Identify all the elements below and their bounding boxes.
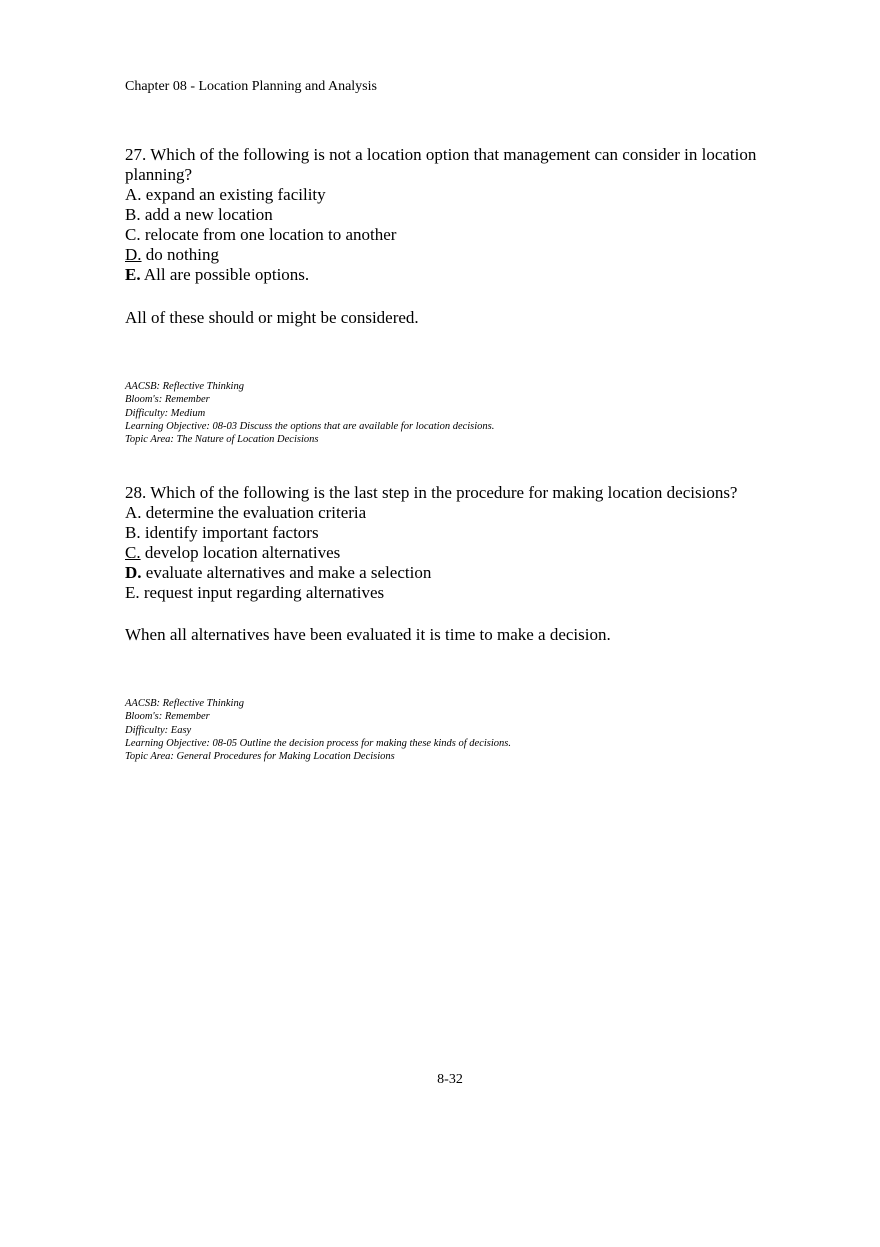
- option-letter: B.: [125, 523, 141, 542]
- chapter-header: Chapter 08 - Location Planning and Analysis: [125, 79, 377, 94]
- option-text: identify important factors: [140, 523, 319, 542]
- meta-topic: Topic Area: General Procedures for Making Location Decisions: [125, 751, 395, 763]
- question-28: [125, 483, 785, 603]
- option-letter: C.: [125, 543, 141, 562]
- meta-objective: Learning Objective: 08-03 Discuss the options that are available for location decisions.: [125, 420, 495, 432]
- option-letter: A.: [125, 503, 142, 522]
- explanation-28: When all alternatives have been evaluated it is time to make a decision.: [125, 625, 611, 644]
- explanation-27: All of these should or might be considered.: [125, 308, 419, 327]
- option-d-correct: [125, 563, 785, 583]
- option-c: [125, 543, 785, 563]
- option-text: develop location alternatives: [140, 543, 341, 562]
- meta-topic: Topic Area: The Nature of Location Decisions: [125, 434, 319, 446]
- option-a: [125, 185, 785, 205]
- question-text: 28. Which of the following is the last step in the procedure for making location decisions?: [125, 483, 738, 502]
- option-c: [125, 225, 785, 245]
- option-e-correct: [125, 265, 785, 285]
- option-b: [125, 523, 785, 543]
- option-letter: E.: [125, 583, 140, 602]
- option-text: determine the evaluation criteria: [141, 503, 367, 522]
- option-text: relocate from one location to another: [140, 225, 397, 244]
- metadata-27: [125, 380, 494, 446]
- option-a: [125, 503, 785, 523]
- meta-aacsb: AACSB: Reflective Thinking: [125, 698, 244, 709]
- metadata-28: [125, 697, 511, 763]
- option-d: [125, 245, 785, 265]
- question-text: 27. Which of the following is not a location option that management can consider in location planning?: [125, 145, 757, 184]
- option-text: evaluate alternatives and make a selection: [141, 563, 432, 582]
- option-letter: E.: [125, 265, 141, 284]
- option-text: add a new location: [140, 205, 273, 224]
- option-letter: D.: [125, 563, 142, 582]
- option-letter: C.: [125, 225, 141, 244]
- meta-difficulty: Difficulty: Easy: [125, 724, 192, 736]
- option-letter: D.: [125, 245, 142, 264]
- option-text: request input regarding alternatives: [139, 583, 385, 602]
- page-number: 8-32: [437, 1072, 463, 1087]
- meta-aacsb: AACSB: Reflective Thinking: [125, 381, 244, 392]
- meta-blooms: Bloom's: Remember: [125, 711, 210, 723]
- option-b: [125, 205, 785, 225]
- option-letter: B.: [125, 205, 141, 224]
- option-letter: A.: [125, 185, 142, 204]
- option-text: All are possible options.: [140, 265, 310, 284]
- meta-blooms: Bloom's: Remember: [125, 394, 210, 406]
- option-text: expand an existing facility: [141, 185, 326, 204]
- meta-objective: Learning Objective: 08-05 Outline the decision process for making these kinds of decisions.: [125, 737, 511, 749]
- question-27: [125, 145, 785, 285]
- option-text: do nothing: [141, 245, 219, 264]
- meta-difficulty: Difficulty: Medium: [125, 407, 206, 419]
- option-e: [125, 583, 785, 603]
